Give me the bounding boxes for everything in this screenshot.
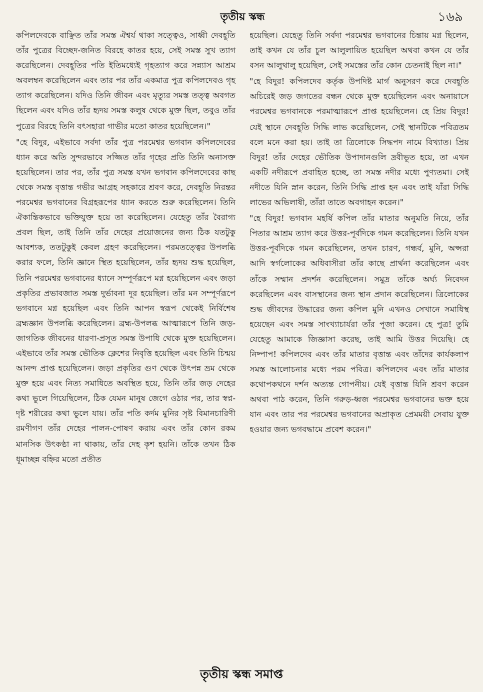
page-number: ১৬৯ [437,10,463,25]
paragraph: "হে বিদুর! ভগবান মহর্ষি কপিল তাঁর মাতার অনুমতি নিয়ে, তাঁর পিতার আশ্রম ত্যাগ করে উত্তর-পূর্বদিকে গমন করেছিলেন। তিনি যখন উত্তর-পূর্বদিকে গমন করেছিলেন, তখন চারণ, গন্ধর্ব, মুনি, অপ্সরা আদি স্বর্গলোকের অধিবাসীরা তাঁর কাছে প্রার্থনা করেছিলেন এবং তাঁকে সম্মান প্রদর্শন করেছিলেন। সমুদ্র তাঁকে অর্ঘ্য নিবেদন করেছিলেন এবং বাসস্থানের জন্য স্থান প্রদান করেছিলেন। ত্রিলোকের শুদ্ধ জীবদের উদ্ধারের জন্য কপিল মুনি এখনও সেখানে সমাধিস্থ হয়েছেন এবং সমস্ত সাংখ্যাচার্যরা তাঁর পূজা করেন। হে পুত্র! তুমি যেহেতু আমাকে জিজ্ঞাসা করেছ, তাই আমি উত্তর দিয়েছি। হে নিষ্পাপ! কপিলদেব এবং তাঁর মাতার বৃত্তান্ত এবং তাঁদের কার্যকলাপ সমস্ত আলোচনার মধ্যে পরম পবিত্র। কপিলদেব এবং তাঁর মাতার কথোপকথনে দর্শন অত্যন্ত গোপনীয়। যেই বৃত্তান্ত যিনি শ্রবণ করেন অথবা পাঠ করেন, তিনি গরুড়-ধ্বজ পরমেশ্বর ভগবানের ভক্ত হয়ে যান এবং তার পর পরমেশ্বর ভগবানের অপ্রাকৃত প্রেমময়ী সেবায় যুক্ত হওয়ার জন্য ভগবদ্ধামে প্রবেশ করেন।" [249,213,469,435]
page-header [16,6,469,28]
left-column [16,28,236,640]
right-column [250,28,470,640]
canto-end-title: তৃতীয় স্কন্ধ সমাপ্ত [200,667,283,681]
paragraph: "হে বিদুর! কপিলদেব কর্তৃক উপদিষ্ট মার্গ অনুসরণ করে দেবহূতি অচিরেই জড় জগতের বন্ধন থেকে মুক্ত হয়েছিলেন এবং অনায়াসে পরমেশ্বর ভগবানকে পরমাত্মারূপে প্রাপ্ত হয়েছিলেন। হে প্রিয় বিদুর! যেই স্থানে দেবহূতি সিদ্ধি লাভ করেছিলেন, সেই স্থানটিকে পবিত্রতম বলে মনে করা হয়। তাই তা ত্রিলোকে সিদ্ধপদ নামে বিখ্যাত। প্রিয় বিদুর! তাঁর দেহের ভৌতিক উপাদানগুলি দ্রবীভূত হয়ে, তা এখন একটি নদীরূপে প্রবাহিত হচ্ছে, তা সমস্ত নদীর মধ্যে পুণ্যতমা। সেই নদীতে যিনি স্নান করেন, তিনি সিদ্ধি প্রাপ্ত হন এবং তাই যাঁরা সিদ্ধি লাভের অভিলাষী, তাঁরা তাতে অবগাহন করেন।" [249,76,469,208]
text-columns [16,28,469,640]
paragraph: কপিলদেবকে বাঞ্ছিত তাঁর সমস্ত ঐশ্বর্য থাকা সত্ত্বেও, সাধ্বী দেবহূতি তাঁর পুত্রের বিচ্ছেদ-জনিত বিরহে কাতর হয়ে, সেই সমস্ত সুখ ত্যাগ করেছিলেন। দেবহূতির পতি ইতিমধ্যেই গৃহত্যাগ করে সন্ন্যাস আশ্রম অবলম্বন করেছিলেন এবং তার পর তাঁর একমাত্র পুত্র কপিলদেবও গৃহ ত্যাগ করেছিলেন। যদিও তিনি জীবন এবং মৃত্যুর সমস্ত তত্ত্ব অবগত ছিলেন এবং যদিও তাঁর হৃদয় সমস্ত কলুষ থেকে মুক্ত ছিল, তবুও তাঁর পুত্রের বিরহে তিনি বৎসহারা গাভীর মতো কাতর হয়েছিলেন।" [16,30,236,131]
paragraph: "হে বিদুর, এইভাবে সর্বদা তাঁর পুত্র পরমেশ্বর ভগবান কপিলদেবের ধ্যান করে অতি সুন্দরভাবে সজ্জিত তাঁর গৃহের প্রতি তিনি অনাসক্ত হয়েছিলেন। তার পর, তাঁর পুত্র সমস্ত যখন ভগবান কপিলদেবের কাছ থেকে সমস্ত বৃত্তান্ত গভীর আগ্রহ সহকারে শ্রবণ করে, দেবহূতি নিরন্তর পরমেশ্বর ভগবানের বিগ্রহরূপের ধ্যান করতে শুরু করেছিলেন। তিনি ঐকান্তিকভাবে ভক্তিযুক্ত হয়ে তা করেছিলেন। যেহেতু তাঁর বৈরাগ্য প্রবল ছিল, তাই তিনি তাঁর দেহের প্রয়োজনের জন্য ঠিক যতটুকু আবশ্যক, ততটুকুই কেবল গ্রহণ করেছিলেন। পরমতত্ত্বের উপলব্ধি করার ফলে, তিনি জ্ঞানে স্থিত হয়েছিলেন, তাঁর হৃদয় শুদ্ধ হয়েছিল, তিনি পরমেশ্বর ভগবানের ধ্যানে সম্পূর্ণরূপে মগ্ন হয়েছিলেন এবং জড়া প্রকৃতির প্রভাবজাত সমস্ত দুর্ভাবনা দূর হয়েছিল। তাঁর মন সম্পূর্ণরূপে ভগবানে মগ্ন হয়েছিল এবং তিনি আপন স্বরূপ থেকেই নির্বিশেষ ব্রহ্মজ্ঞান উপলব্ধি করেছিলেন। ব্রহ্ম-উপলব্ধ আত্মারূপে তিনি জড়-জাগতিক জীবনের ধারণা-প্রসূত সমস্ত উপাধি থেকে মুক্ত হয়েছিলেন। এইভাবে তাঁর সমস্ত ভৌতিক ক্লেশের নিবৃত্তি হয়েছিল এবং তিনি চিন্ময় আনন্দ প্রাপ্ত হয়েছিলেন। জড়া প্রকৃতির গুণ থেকে উৎপন্ন ভ্রম থেকে মুক্ত হয়ে এবং নিত্য সমাধিতে অবস্থিত হয়ে, তিনি তাঁর জড় দেহের কথা ভুলে গিয়েছিলেন, ঠিক যেমন মানুষ জেগে ওঠার পর, তার স্বপ্ন-দৃষ্ট শরীরের কথা ভুলে যায়। তাঁর পতি কর্দম মুনির সৃষ্ট বিমানচারিণী রমণীগণ তাঁর দেহের পালন-পোষণ করায় এবং তাঁর কোন রকম মানসিক উৎকণ্ঠা না থাকায়, তাঁর দেহ কৃশ হয়নি। তাঁকে তখন ঠিক ধূমাচ্ছন্ন বহ্নির মতো প্রতীত [16,136,236,464]
paragraph: হয়েছিল। যেহেতু তিনি সর্বদা পরমেশ্বর ভগবানের চিন্তায় মগ্ন ছিলেন, তাই কখন যে তাঁর চুল আলুলায়িত হয়েছিল অথবা কখন যে তাঁর বসন আলুথালু হয়েছিল, সেই সমস্তের তাঁর কোন চেতনাই ছিল না।" [249,30,469,71]
running-title: তৃতীয় স্কন্ধ [220,11,265,23]
